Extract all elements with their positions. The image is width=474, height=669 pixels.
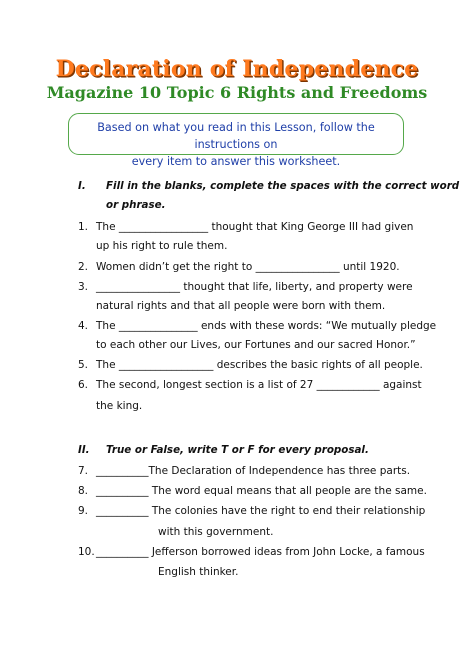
question-text: __________ Jefferson borrowed ideas from John Locke, a famous — [96, 546, 425, 558]
question-number: 1. — [78, 221, 89, 233]
page-title: Declaration of Independence — [55, 56, 419, 82]
question-text: ________________ thought that life, liberty, and property were — [96, 281, 413, 293]
section-1-number: I. — [78, 180, 86, 192]
question-3-continuation: natural rights and that all people were born with them. — [96, 300, 386, 312]
question-text: The second, longest section is a list of 27 ____________ against — [96, 379, 422, 391]
instruction-line-1: Based on what you read in this Lesson, follow the instructions on — [97, 121, 375, 151]
question-text: __________ The word equal means that all people are the same. — [96, 485, 427, 497]
section-1-heading — [78, 180, 458, 220]
question-number: 8. — [78, 485, 89, 497]
question-1-continuation: up his right to rule them. — [96, 240, 228, 252]
question-number: 3. — [78, 281, 89, 293]
question-text: Women didn’t get the right to ________________ until 1920. — [96, 261, 400, 273]
section-1-heading-line-1: Fill in the blanks, complete the spaces with the correct word — [106, 180, 460, 192]
section-2-heading-text: True or False, write T or F for every proposal. — [106, 444, 369, 456]
question-6-continuation: the king. — [96, 400, 143, 412]
instruction-box — [68, 113, 404, 168]
question-number: 7. — [78, 465, 89, 477]
question-number: 6. — [78, 379, 89, 391]
question-text: __________The Declaration of Independence has three parts. — [96, 465, 411, 477]
instruction-line-2: every item to answer this worksheet. — [131, 155, 341, 168]
question-number: 2. — [78, 261, 89, 273]
question-text: The __________________ describes the basic rights of all people. — [96, 359, 423, 371]
section-2-number: II. — [78, 444, 90, 456]
page-subtitle: Magazine 10 Topic 6 Rights and Freedoms — [46, 83, 428, 102]
question-10-continuation: English thinker. — [158, 566, 239, 578]
question-4-continuation: to each other our Lives, our Fortunes and our sacred Honor.” — [96, 339, 416, 351]
question-number: 10. — [78, 546, 95, 558]
question-9-continuation: with this government. — [158, 526, 274, 538]
question-number: 9. — [78, 505, 89, 517]
question-number: 5. — [78, 359, 89, 371]
question-text: The _______________ ends with these words: “We mutually pledge — [96, 320, 437, 332]
question-text: The _________________ thought that King George III had given — [96, 221, 414, 233]
question-number: 4. — [78, 320, 89, 332]
section-2-heading — [78, 444, 458, 460]
section-1-heading-line-2: or phrase. — [106, 199, 166, 211]
question-text: __________ The colonies have the right to end their relationship — [96, 505, 426, 517]
